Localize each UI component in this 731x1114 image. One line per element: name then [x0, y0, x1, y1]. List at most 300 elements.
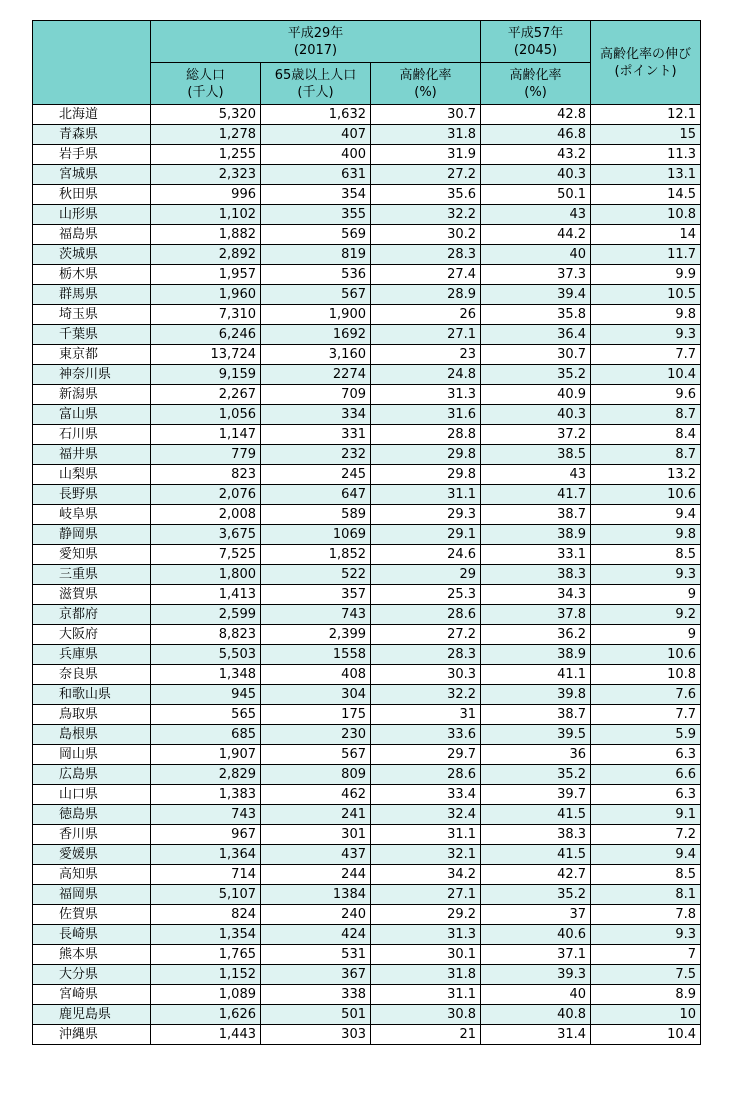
cell-pop-65: 303 — [261, 1025, 371, 1045]
cell-pop-65: 589 — [261, 505, 371, 525]
table-row — [33, 125, 701, 145]
cell-prefecture: 熊本県 — [33, 945, 151, 965]
cell-pop-65: 304 — [261, 685, 371, 705]
table-header — [33, 21, 701, 105]
cell-aging-rate-2045: 38.9 — [481, 645, 591, 665]
cell-total-pop: 6,246 — [151, 325, 261, 345]
cell-pop-65: 2,399 — [261, 625, 371, 645]
cell-total-pop: 779 — [151, 445, 261, 465]
cell-prefecture: 鳥取県 — [33, 705, 151, 725]
cell-aging-rate-2045: 40 — [481, 245, 591, 265]
cell-total-pop: 5,503 — [151, 645, 261, 665]
table-row — [33, 765, 701, 785]
cell-aging-rate-2017: 28.6 — [371, 765, 481, 785]
cell-aging-rate-2045: 30.7 — [481, 345, 591, 365]
cell-increase: 7.8 — [591, 905, 701, 925]
cell-prefecture: 鹿児島県 — [33, 1005, 151, 1025]
cell-prefecture: 大分県 — [33, 965, 151, 985]
header-aging-rate-2045 — [481, 63, 591, 105]
cell-prefecture: 福岡県 — [33, 885, 151, 905]
table-row — [33, 785, 701, 805]
cell-aging-rate-2045: 39.3 — [481, 965, 591, 985]
cell-aging-rate-2017: 30.1 — [371, 945, 481, 965]
cell-pop-65: 1,632 — [261, 105, 371, 125]
cell-aging-rate-2045: 39.5 — [481, 725, 591, 745]
cell-aging-rate-2045: 41.5 — [481, 845, 591, 865]
cell-pop-65: 709 — [261, 385, 371, 405]
cell-total-pop: 1,882 — [151, 225, 261, 245]
cell-prefecture: 福井県 — [33, 445, 151, 465]
header-total-pop-line1: 総人口 — [185, 67, 225, 83]
header-increase — [591, 21, 701, 105]
table-row — [33, 805, 701, 825]
header-group-2017-line1: 平成29年 — [287, 25, 344, 41]
cell-prefecture: 栃木県 — [33, 265, 151, 285]
cell-prefecture: 愛知県 — [33, 545, 151, 565]
header-pop-65-line2: (千人) — [297, 84, 334, 100]
cell-increase: 10.6 — [591, 645, 701, 665]
header-aging-rate-2017 — [371, 63, 481, 105]
table-row — [33, 925, 701, 945]
cell-prefecture: 三重県 — [33, 565, 151, 585]
header-pop-65-line1: 65歳以上人口 — [274, 67, 357, 83]
cell-increase: 14 — [591, 225, 701, 245]
cell-aging-rate-2017: 31.3 — [371, 925, 481, 945]
cell-aging-rate-2017: 29.3 — [371, 505, 481, 525]
cell-total-pop: 8,823 — [151, 625, 261, 645]
cell-pop-65: 407 — [261, 125, 371, 145]
header-group-2045-line1: 平成57年 — [507, 25, 564, 41]
cell-increase: 10.8 — [591, 665, 701, 685]
cell-pop-65: 1384 — [261, 885, 371, 905]
cell-aging-rate-2017: 30.3 — [371, 665, 481, 685]
cell-total-pop: 2,599 — [151, 605, 261, 625]
cell-total-pop: 1,152 — [151, 965, 261, 985]
table-row — [33, 425, 701, 445]
cell-prefecture: 山梨県 — [33, 465, 151, 485]
cell-increase: 10.4 — [591, 1025, 701, 1045]
cell-total-pop: 1,278 — [151, 125, 261, 145]
table-row — [33, 705, 701, 725]
cell-increase: 8.9 — [591, 985, 701, 1005]
cell-aging-rate-2045: 36 — [481, 745, 591, 765]
cell-increase: 8.5 — [591, 865, 701, 885]
prefecture-aging-table — [32, 20, 701, 1045]
cell-aging-rate-2045: 42.8 — [481, 105, 591, 125]
cell-total-pop: 714 — [151, 865, 261, 885]
cell-increase: 5.9 — [591, 725, 701, 745]
cell-aging-rate-2045: 39.7 — [481, 785, 591, 805]
table-row — [33, 945, 701, 965]
cell-aging-rate-2017: 29.8 — [371, 445, 481, 465]
cell-total-pop: 1,089 — [151, 985, 261, 1005]
table-row — [33, 265, 701, 285]
cell-increase: 11.3 — [591, 145, 701, 165]
table-row — [33, 685, 701, 705]
cell-aging-rate-2017: 31.8 — [371, 125, 481, 145]
header-total-pop-line2: (千人) — [187, 84, 224, 100]
table-row — [33, 565, 701, 585]
cell-total-pop: 1,056 — [151, 405, 261, 425]
table-row — [33, 525, 701, 545]
table-body — [33, 105, 701, 1045]
cell-prefecture: 京都府 — [33, 605, 151, 625]
table-row — [33, 905, 701, 925]
cell-prefecture: 香川県 — [33, 825, 151, 845]
cell-total-pop: 824 — [151, 905, 261, 925]
cell-aging-rate-2045: 41.1 — [481, 665, 591, 685]
cell-prefecture: 埼玉県 — [33, 305, 151, 325]
cell-total-pop: 13,724 — [151, 345, 261, 365]
cell-prefecture: 和歌山県 — [33, 685, 151, 705]
header-total-pop — [151, 63, 261, 105]
cell-prefecture: 大阪府 — [33, 625, 151, 645]
table-row — [33, 725, 701, 745]
cell-pop-65: 1558 — [261, 645, 371, 665]
cell-aging-rate-2045: 36.4 — [481, 325, 591, 345]
cell-total-pop: 3,675 — [151, 525, 261, 545]
table-row — [33, 1005, 701, 1025]
cell-aging-rate-2017: 29.2 — [371, 905, 481, 925]
table-row — [33, 825, 701, 845]
cell-increase: 9.4 — [591, 505, 701, 525]
table-row — [33, 305, 701, 325]
cell-aging-rate-2017: 28.9 — [371, 285, 481, 305]
cell-total-pop: 7,525 — [151, 545, 261, 565]
cell-pop-65: 3,160 — [261, 345, 371, 365]
cell-aging-rate-2045: 43.2 — [481, 145, 591, 165]
cell-aging-rate-2017: 33.4 — [371, 785, 481, 805]
cell-increase: 9.8 — [591, 305, 701, 325]
cell-aging-rate-2017: 31 — [371, 705, 481, 725]
cell-aging-rate-2017: 35.6 — [371, 185, 481, 205]
cell-pop-65: 400 — [261, 145, 371, 165]
cell-aging-rate-2045: 43 — [481, 205, 591, 225]
cell-total-pop: 1,800 — [151, 565, 261, 585]
cell-aging-rate-2045: 39.8 — [481, 685, 591, 705]
cell-aging-rate-2017: 24.6 — [371, 545, 481, 565]
cell-total-pop: 823 — [151, 465, 261, 485]
cell-increase: 7.7 — [591, 345, 701, 365]
cell-total-pop: 1,255 — [151, 145, 261, 165]
cell-increase: 10.5 — [591, 285, 701, 305]
cell-prefecture: 高知県 — [33, 865, 151, 885]
cell-total-pop: 1,907 — [151, 745, 261, 765]
cell-total-pop: 1,957 — [151, 265, 261, 285]
cell-aging-rate-2017: 27.4 — [371, 265, 481, 285]
cell-increase: 8.7 — [591, 405, 701, 425]
cell-aging-rate-2045: 37.8 — [481, 605, 591, 625]
cell-aging-rate-2017: 28.8 — [371, 425, 481, 445]
table-row — [33, 385, 701, 405]
cell-pop-65: 522 — [261, 565, 371, 585]
table-row — [33, 485, 701, 505]
cell-pop-65: 567 — [261, 745, 371, 765]
cell-prefecture: 長野県 — [33, 485, 151, 505]
cell-aging-rate-2017: 31.8 — [371, 965, 481, 985]
cell-total-pop: 2,829 — [151, 765, 261, 785]
cell-pop-65: 357 — [261, 585, 371, 605]
table-row — [33, 285, 701, 305]
cell-total-pop: 1,765 — [151, 945, 261, 965]
cell-prefecture: 富山県 — [33, 405, 151, 425]
cell-pop-65: 175 — [261, 705, 371, 725]
cell-aging-rate-2045: 34.3 — [481, 585, 591, 605]
cell-increase: 8.4 — [591, 425, 701, 445]
cell-pop-65: 631 — [261, 165, 371, 185]
table-row — [33, 965, 701, 985]
cell-increase: 7 — [591, 945, 701, 965]
cell-increase: 6.6 — [591, 765, 701, 785]
cell-total-pop: 945 — [151, 685, 261, 705]
cell-pop-65: 232 — [261, 445, 371, 465]
cell-increase: 9.1 — [591, 805, 701, 825]
cell-pop-65: 334 — [261, 405, 371, 425]
table-row — [33, 345, 701, 365]
cell-aging-rate-2045: 35.2 — [481, 765, 591, 785]
table-row — [33, 665, 701, 685]
table-row — [33, 325, 701, 345]
table-row — [33, 145, 701, 165]
cell-total-pop: 967 — [151, 825, 261, 845]
header-increase-line2: (ポイント) — [614, 63, 677, 79]
cell-pop-65: 424 — [261, 925, 371, 945]
cell-increase: 11.7 — [591, 245, 701, 265]
cell-prefecture: 岩手県 — [33, 145, 151, 165]
cell-aging-rate-2017: 26 — [371, 305, 481, 325]
cell-prefecture: 岡山県 — [33, 745, 151, 765]
table-row — [33, 585, 701, 605]
cell-aging-rate-2017: 28.3 — [371, 645, 481, 665]
cell-aging-rate-2045: 31.4 — [481, 1025, 591, 1045]
cell-aging-rate-2017: 31.1 — [371, 985, 481, 1005]
cell-aging-rate-2045: 43 — [481, 465, 591, 485]
header-pop-65 — [261, 63, 371, 105]
cell-pop-65: 301 — [261, 825, 371, 845]
cell-aging-rate-2017: 29 — [371, 565, 481, 585]
cell-aging-rate-2017: 21 — [371, 1025, 481, 1045]
cell-increase: 9.6 — [591, 385, 701, 405]
cell-total-pop: 2,892 — [151, 245, 261, 265]
header-increase-line1: 高齢化率の伸び — [600, 46, 692, 62]
cell-prefecture: 茨城県 — [33, 245, 151, 265]
cell-aging-rate-2017: 28.3 — [371, 245, 481, 265]
cell-aging-rate-2045: 39.4 — [481, 285, 591, 305]
cell-increase: 13.1 — [591, 165, 701, 185]
cell-prefecture: 山口県 — [33, 785, 151, 805]
cell-pop-65: 408 — [261, 665, 371, 685]
cell-aging-rate-2045: 33.1 — [481, 545, 591, 565]
cell-pop-65: 245 — [261, 465, 371, 485]
cell-prefecture: 北海道 — [33, 105, 151, 125]
cell-pop-65: 240 — [261, 905, 371, 925]
cell-aging-rate-2017: 31.9 — [371, 145, 481, 165]
cell-increase: 8.1 — [591, 885, 701, 905]
cell-aging-rate-2045: 37.1 — [481, 945, 591, 965]
cell-total-pop: 5,320 — [151, 105, 261, 125]
cell-increase: 7.2 — [591, 825, 701, 845]
cell-aging-rate-2045: 38.3 — [481, 565, 591, 585]
cell-prefecture: 静岡県 — [33, 525, 151, 545]
cell-aging-rate-2045: 46.8 — [481, 125, 591, 145]
cell-prefecture: 秋田県 — [33, 185, 151, 205]
cell-prefecture: 愛媛県 — [33, 845, 151, 865]
cell-aging-rate-2017: 30.2 — [371, 225, 481, 245]
cell-increase: 9.2 — [591, 605, 701, 625]
cell-increase: 14.5 — [591, 185, 701, 205]
cell-aging-rate-2017: 25.3 — [371, 585, 481, 605]
cell-aging-rate-2045: 41.7 — [481, 485, 591, 505]
cell-prefecture: 山形県 — [33, 205, 151, 225]
cell-aging-rate-2045: 37 — [481, 905, 591, 925]
cell-prefecture: 島根県 — [33, 725, 151, 745]
cell-prefecture: 滋賀県 — [33, 585, 151, 605]
cell-prefecture: 広島県 — [33, 765, 151, 785]
table-row — [33, 225, 701, 245]
cell-aging-rate-2045: 38.9 — [481, 525, 591, 545]
cell-pop-65: 1069 — [261, 525, 371, 545]
table-row — [33, 625, 701, 645]
cell-aging-rate-2017: 31.1 — [371, 825, 481, 845]
cell-aging-rate-2017: 27.1 — [371, 885, 481, 905]
cell-aging-rate-2017: 29.1 — [371, 525, 481, 545]
cell-aging-rate-2017: 29.8 — [371, 465, 481, 485]
cell-aging-rate-2045: 40.6 — [481, 925, 591, 945]
cell-aging-rate-2017: 30.7 — [371, 105, 481, 125]
cell-pop-65: 536 — [261, 265, 371, 285]
table-row — [33, 885, 701, 905]
cell-pop-65: 1,852 — [261, 545, 371, 565]
cell-aging-rate-2017: 28.6 — [371, 605, 481, 625]
cell-aging-rate-2017: 27.2 — [371, 625, 481, 645]
cell-aging-rate-2045: 40.9 — [481, 385, 591, 405]
header-group-2017 — [151, 21, 481, 63]
cell-aging-rate-2017: 32.2 — [371, 685, 481, 705]
cell-increase: 9.3 — [591, 565, 701, 585]
cell-total-pop: 2,076 — [151, 485, 261, 505]
table-row — [33, 245, 701, 265]
cell-aging-rate-2017: 23 — [371, 345, 481, 365]
table-row — [33, 105, 701, 125]
cell-increase: 9.8 — [591, 525, 701, 545]
cell-prefecture: 岐阜県 — [33, 505, 151, 525]
cell-total-pop: 743 — [151, 805, 261, 825]
cell-prefecture: 福島県 — [33, 225, 151, 245]
cell-total-pop: 9,159 — [151, 365, 261, 385]
cell-pop-65: 567 — [261, 285, 371, 305]
cell-prefecture: 兵庫県 — [33, 645, 151, 665]
cell-prefecture: 佐賀県 — [33, 905, 151, 925]
header-aging-rate-2045-line2: (%) — [524, 84, 547, 100]
cell-total-pop: 996 — [151, 185, 261, 205]
cell-total-pop: 1,354 — [151, 925, 261, 945]
cell-aging-rate-2045: 36.2 — [481, 625, 591, 645]
table-row — [33, 405, 701, 425]
header-prefecture — [33, 21, 151, 105]
table-row — [33, 545, 701, 565]
header-aging-rate-2045-line1: 高齢化率 — [509, 67, 562, 83]
cell-prefecture: 千葉県 — [33, 325, 151, 345]
cell-pop-65: 819 — [261, 245, 371, 265]
table-row — [33, 465, 701, 485]
cell-total-pop: 1,364 — [151, 845, 261, 865]
cell-total-pop: 1,960 — [151, 285, 261, 305]
header-aging-rate-2017-line1: 高齢化率 — [399, 67, 452, 83]
cell-total-pop: 2,008 — [151, 505, 261, 525]
cell-prefecture: 長崎県 — [33, 925, 151, 945]
cell-aging-rate-2017: 24.8 — [371, 365, 481, 385]
cell-pop-65: 367 — [261, 965, 371, 985]
cell-increase: 10 — [591, 1005, 701, 1025]
table-row — [33, 645, 701, 665]
cell-aging-rate-2045: 38.7 — [481, 705, 591, 725]
cell-aging-rate-2017: 27.1 — [371, 325, 481, 345]
header-aging-rate-2017-line2: (%) — [414, 84, 437, 100]
cell-increase: 8.7 — [591, 445, 701, 465]
cell-aging-rate-2045: 40.3 — [481, 165, 591, 185]
cell-prefecture: 群馬県 — [33, 285, 151, 305]
cell-increase: 9.9 — [591, 265, 701, 285]
cell-increase: 15 — [591, 125, 701, 145]
cell-pop-65: 354 — [261, 185, 371, 205]
cell-prefecture: 青森県 — [33, 125, 151, 145]
cell-increase: 6.3 — [591, 785, 701, 805]
cell-total-pop: 1,626 — [151, 1005, 261, 1025]
cell-aging-rate-2045: 42.7 — [481, 865, 591, 885]
cell-aging-rate-2045: 38.5 — [481, 445, 591, 465]
table-row — [33, 1025, 701, 1045]
table-row — [33, 985, 701, 1005]
cell-total-pop: 7,310 — [151, 305, 261, 325]
table-row — [33, 845, 701, 865]
cell-pop-65: 355 — [261, 205, 371, 225]
cell-prefecture: 東京都 — [33, 345, 151, 365]
table-row — [33, 745, 701, 765]
cell-increase: 7.7 — [591, 705, 701, 725]
cell-increase: 7.6 — [591, 685, 701, 705]
cell-aging-rate-2045: 40.8 — [481, 1005, 591, 1025]
cell-aging-rate-2045: 37.3 — [481, 265, 591, 285]
cell-aging-rate-2045: 38.3 — [481, 825, 591, 845]
cell-aging-rate-2017: 27.2 — [371, 165, 481, 185]
cell-total-pop: 565 — [151, 705, 261, 725]
cell-pop-65: 1,900 — [261, 305, 371, 325]
cell-aging-rate-2017: 31.3 — [371, 385, 481, 405]
cell-aging-rate-2045: 38.7 — [481, 505, 591, 525]
cell-prefecture: 宮崎県 — [33, 985, 151, 1005]
cell-pop-65: 244 — [261, 865, 371, 885]
cell-aging-rate-2017: 32.2 — [371, 205, 481, 225]
cell-increase: 7.5 — [591, 965, 701, 985]
table-row — [33, 865, 701, 885]
cell-total-pop: 1,443 — [151, 1025, 261, 1045]
header-group-2017-line2: (2017) — [293, 42, 338, 58]
cell-aging-rate-2017: 32.1 — [371, 845, 481, 865]
table-row — [33, 505, 701, 525]
cell-total-pop: 1,383 — [151, 785, 261, 805]
cell-total-pop: 2,267 — [151, 385, 261, 405]
cell-pop-65: 437 — [261, 845, 371, 865]
cell-total-pop: 685 — [151, 725, 261, 745]
cell-pop-65: 743 — [261, 605, 371, 625]
table-row — [33, 365, 701, 385]
cell-total-pop: 1,348 — [151, 665, 261, 685]
cell-pop-65: 331 — [261, 425, 371, 445]
cell-prefecture: 神奈川県 — [33, 365, 151, 385]
cell-increase: 6.3 — [591, 745, 701, 765]
cell-prefecture: 新潟県 — [33, 385, 151, 405]
cell-aging-rate-2045: 35.2 — [481, 365, 591, 385]
